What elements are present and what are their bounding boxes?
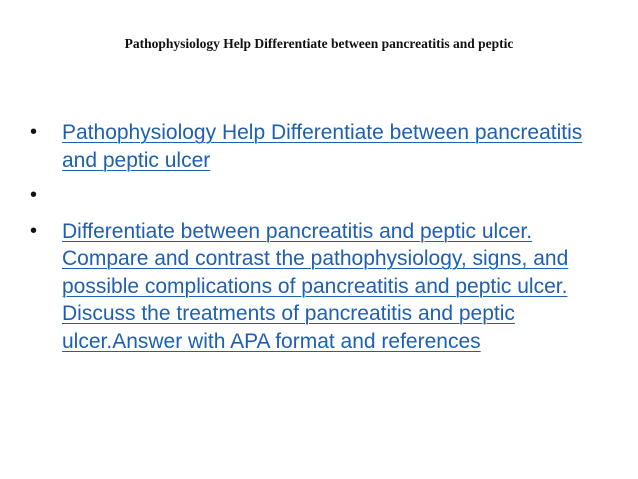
bullet-icon: • [30,219,38,242]
slide-title: Pathophysiology Help Differentiate between pancreatitis and peptic [124,36,514,51]
bullet-icon: • [30,184,38,206]
bullet-icon: • [30,121,38,143]
empty-link[interactable] [62,182,68,202]
list-item [30,182,610,210]
description-link[interactable]: Differentiate between pancreatitis and peptic ulcer. Compare and contrast the pathophysiology, signs, and possible complications of pancreatitis and peptic ulcer. Discuss the treatments of pancreatitis and peptic ulcer.Answer with APA format and references [62,219,569,353]
list-item [30,218,610,356]
title-link[interactable]: Pathophysiology Help Differentiate between pancreatitis and peptic ulcer [62,121,583,172]
bullet-list [30,119,610,363]
list-item [30,119,610,174]
